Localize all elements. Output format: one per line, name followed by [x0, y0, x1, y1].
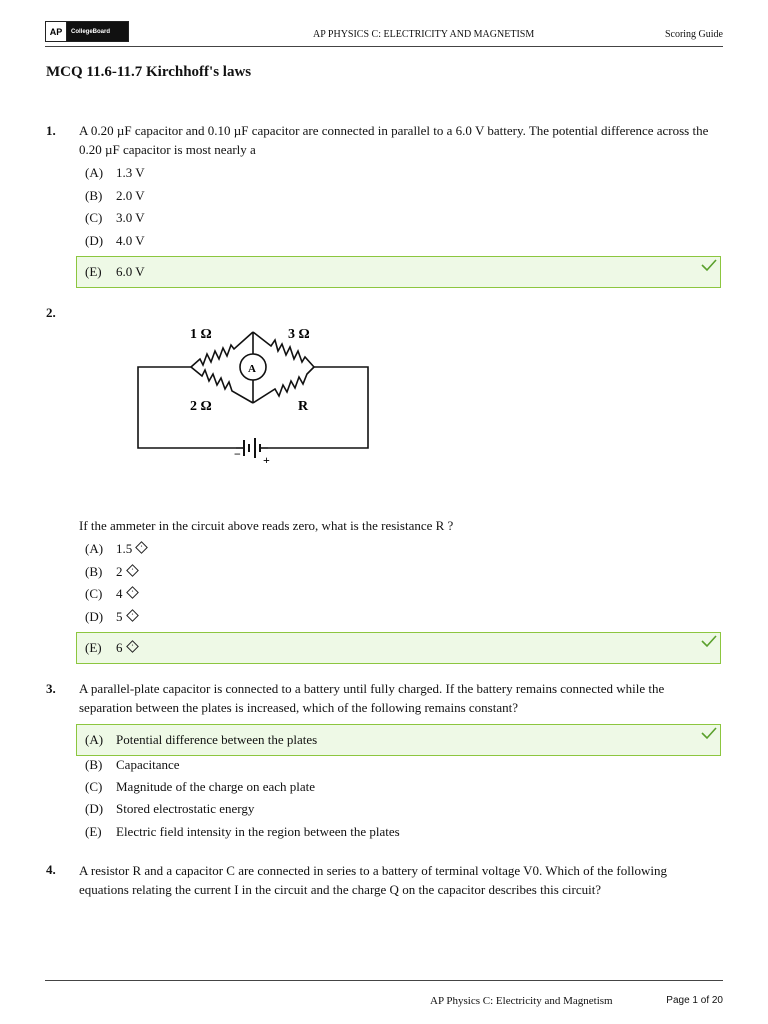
choice-letter: (A): [85, 732, 104, 747]
choice[interactable]: [85, 210, 145, 226]
checkmark-icon: [701, 257, 717, 273]
choice-letter: (D): [85, 609, 104, 624]
choice-letter: (E): [85, 264, 102, 279]
diamond-icon: [126, 640, 139, 653]
choice-text: 4.0 V: [116, 233, 145, 248]
choice[interactable]: [85, 801, 254, 817]
footer-divider: [45, 980, 723, 981]
choice[interactable]: [85, 586, 137, 602]
choice-letter: (D): [85, 233, 104, 248]
choice[interactable]: [85, 824, 400, 840]
diamond-icon: [126, 564, 139, 577]
choice-letter: (A): [85, 165, 104, 180]
choice-text: 6.0 V: [116, 264, 145, 279]
ammeter-label: A: [248, 363, 256, 375]
correct-answer-box[interactable]: [76, 724, 721, 756]
checkmark-icon: [701, 633, 717, 649]
question-text: A parallel-plate capacitor is connected to a battery until fully charged. If the battery remains connected while the separation between the plates is increased, which of the following remains constant?: [79, 681, 665, 715]
choice-letter: (A): [85, 541, 104, 556]
page-number: Page 1 of 20: [666, 995, 723, 1006]
choice-letter: (C): [85, 586, 103, 601]
choice-letter: (D): [85, 801, 104, 816]
choice-text: 2.0 V: [116, 188, 145, 203]
choice-text: Potential difference between the plates: [116, 732, 318, 747]
choice-text: Electric field intensity in the region between the plates: [116, 824, 400, 839]
question-number: 1.: [46, 123, 56, 138]
choice-text: 1.3 V: [116, 165, 145, 180]
header-course: AP PHYSICS C: ELECTRICITY AND MAGNETISM: [313, 29, 535, 40]
college-board-logo: [45, 21, 129, 42]
college-board-logo-text: CollegeBoard: [67, 22, 128, 41]
checkmark-icon: [701, 725, 717, 741]
question-text-line: equations relating the current I in the circuit and the charge Q on the capacitor describes this circuit?: [79, 882, 602, 897]
correct-answer-box[interactable]: [76, 632, 721, 664]
battery-plus-label: +: [263, 453, 270, 467]
choice[interactable]: [85, 564, 137, 580]
resistor-label: R: [298, 399, 309, 414]
choice: [85, 264, 145, 280]
section-title: MCQ 11.6-11.7 Kirchhoff's laws: [46, 64, 252, 80]
choice-text: Capacitance: [116, 757, 180, 772]
choice-text: 4: [116, 586, 123, 601]
choice-text: 6: [116, 640, 123, 655]
diamond-icon: [135, 541, 148, 554]
header-doc-type: Scoring Guide: [664, 29, 723, 40]
choice[interactable]: [85, 165, 145, 181]
choice-text: 1.5: [116, 541, 133, 556]
question-number: 4.: [46, 862, 56, 877]
resistor-label: 1 Ω: [190, 327, 212, 342]
question-number: 2.: [46, 305, 56, 320]
choice-letter: (C): [85, 210, 103, 225]
choice-letter: (E): [85, 640, 102, 655]
correct-answer-box[interactable]: [76, 256, 721, 288]
question-text: A 0.20 µF capacitor and 0.10 µF capacitor are connected in parallel to a 6.0 V battery. The potential difference across the 0.20 µF capacitor is most nearly a: [79, 123, 709, 157]
choice[interactable]: [85, 609, 137, 625]
choice-letter: (B): [85, 564, 103, 579]
question-text: If the ammeter in the circuit above reads zero, what is the resistance R ?: [79, 518, 454, 533]
question-number: 3.: [46, 681, 56, 696]
question-text-line: A resistor R and a capacitor C are connected in series to a battery of terminal voltage V0. Which of the following: [79, 863, 667, 878]
choice[interactable]: [85, 757, 180, 773]
choice[interactable]: [85, 541, 146, 557]
resistor-label: 2 Ω: [190, 399, 212, 414]
ap-logo-text: AP: [46, 22, 67, 41]
footer-course: AP Physics C: Electricity and Magnetism: [430, 995, 613, 1007]
choice-letter: (C): [85, 779, 103, 794]
choice-text: Magnitude of the charge on each plate: [116, 779, 316, 794]
choice[interactable]: [85, 779, 315, 795]
choice-text: 3.0 V: [116, 210, 145, 225]
diamond-icon: [126, 609, 139, 622]
battery-minus-label: −: [234, 447, 241, 461]
choice-letter: (B): [85, 188, 103, 203]
choice[interactable]: [85, 233, 145, 249]
diamond-icon: [126, 586, 139, 599]
choice[interactable]: [85, 188, 145, 204]
choice: [85, 640, 137, 656]
choice-text: 2: [116, 564, 123, 579]
choice-text: 5: [116, 609, 123, 624]
header-divider: [45, 46, 723, 47]
choice-letter: (B): [85, 757, 103, 772]
choice-letter: (E): [85, 824, 102, 839]
choice-text: Stored electrostatic energy: [116, 801, 255, 816]
wheatstone-bridge-circuit: [128, 318, 378, 468]
choice: [85, 732, 317, 748]
resistor-label: 3 Ω: [288, 327, 310, 342]
